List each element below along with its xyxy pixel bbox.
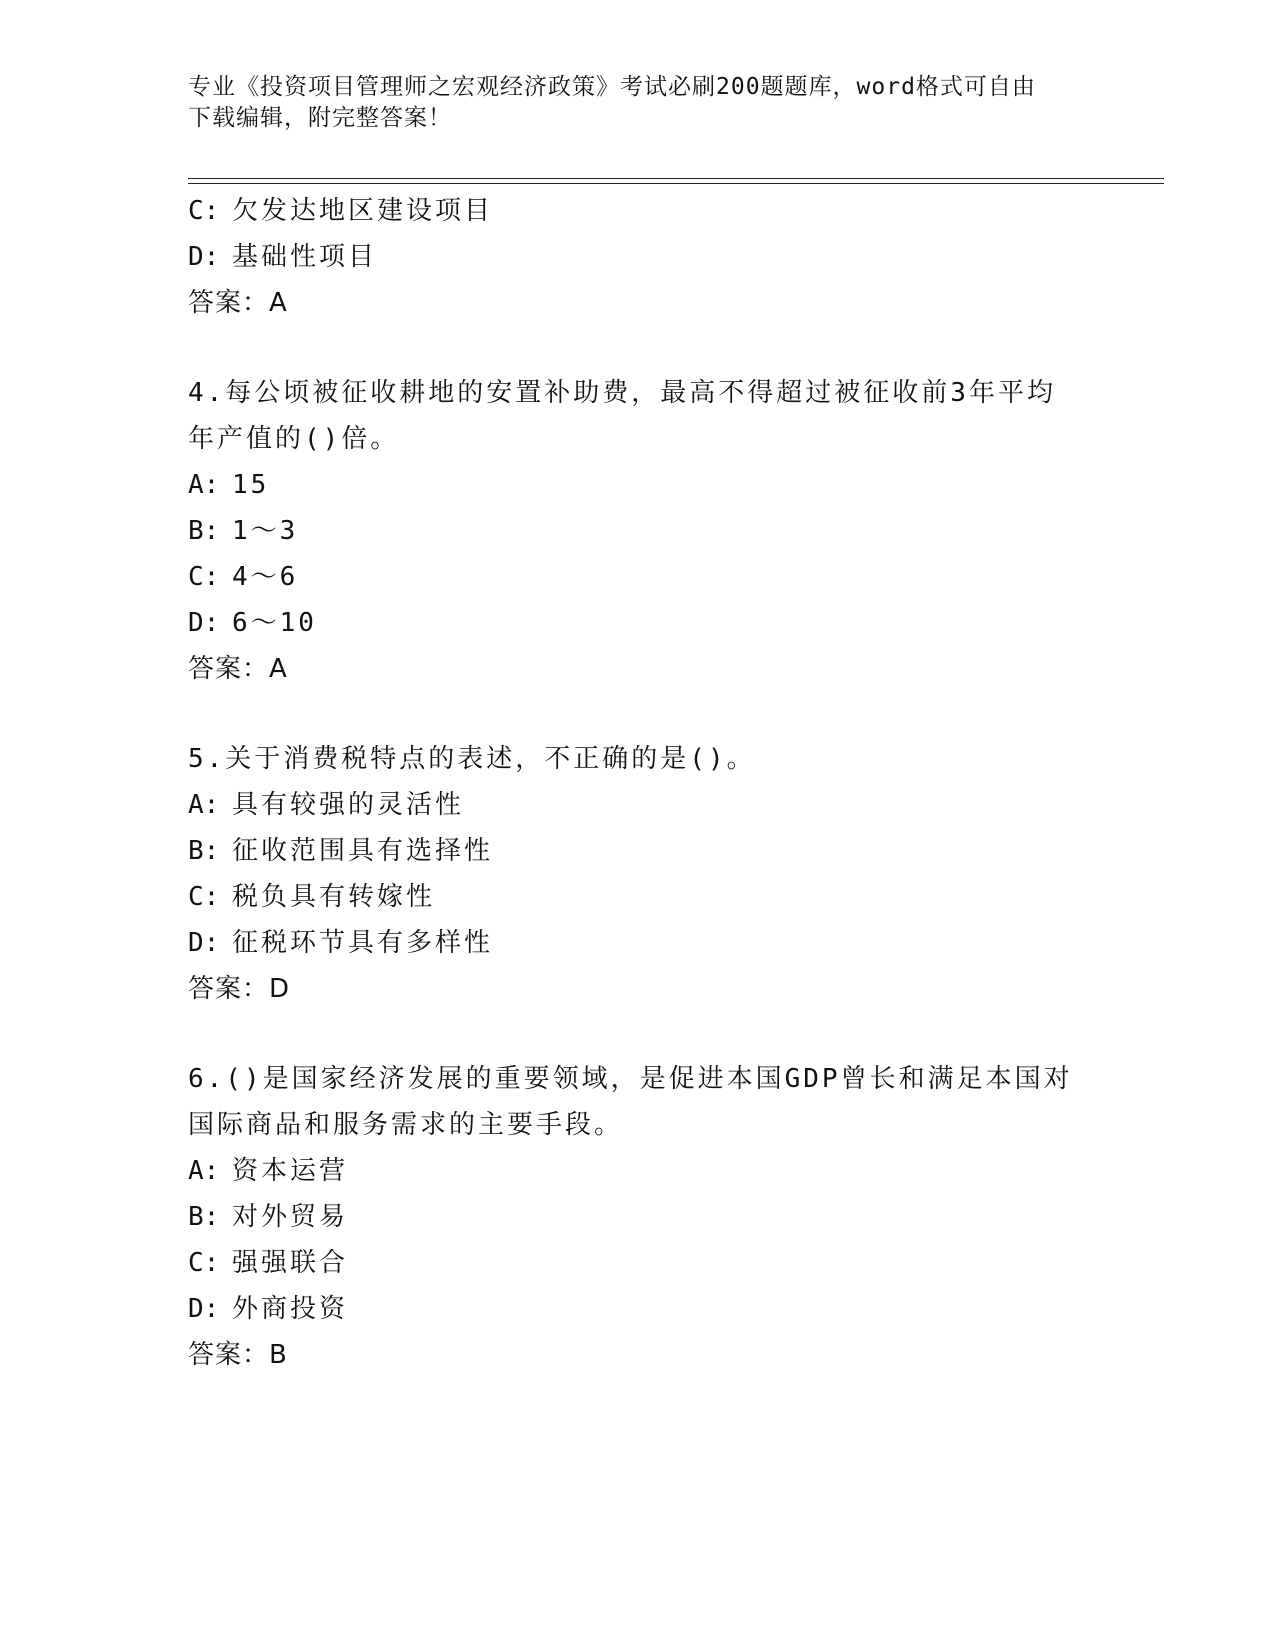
option-text: 基础性项目 [232,242,378,272]
question-stem [188,736,1088,782]
answer-line: 答案：B [188,1340,288,1370]
option-b [188,1194,1088,1240]
question-6 [188,1056,1088,1378]
option-a [188,1148,1088,1194]
question-stem-line-2: 年产值的()倍。 [188,424,400,454]
option-b [188,508,1088,554]
option-text: 4～6 [232,562,299,592]
question-gap [188,692,1088,736]
option-text: 征税环节具有多样性 [232,928,494,958]
answer-line: 答案：A [188,654,288,684]
option-d [188,600,1088,646]
option-letter: D: [188,242,220,272]
document-header [188,72,1088,134]
option-text: 6～10 [232,608,317,638]
question-list [188,188,1088,1378]
question-4 [188,370,1088,692]
option-letter: D: [188,1294,220,1324]
option-c [188,1240,1088,1286]
option-letter: C: [188,196,220,226]
option-d [188,920,1088,966]
header-rule-bottom [188,183,1164,184]
question-stem [188,1056,1088,1148]
option-letter: C: [188,562,220,592]
option-letter: D: [188,928,220,958]
option-c [188,874,1088,920]
question-gap [188,326,1088,370]
option-a [188,462,1088,508]
option-text: 具有较强的灵活性 [232,790,465,820]
answer-line: 答案：D [188,974,291,1004]
option-d [188,234,1088,280]
question-stem-line-1: 5.关于消费税特点的表述，不正确的是()。 [188,744,756,774]
question-stem-line-2: 国际商品和服务需求的主要手段。 [188,1110,624,1140]
option-letter: B: [188,836,220,866]
question-5 [188,736,1088,1012]
option-text: 对外贸易 [232,1202,349,1232]
option-letter: B: [188,1202,220,1232]
header-rule-top [188,178,1164,179]
answer-line: 答案：A [188,288,288,318]
option-letter: B: [188,516,220,546]
option-letter: A: [188,790,220,820]
option-text: 1～3 [232,516,299,546]
option-b [188,828,1088,874]
option-text: 征收范围具有选择性 [232,836,494,866]
option-a [188,782,1088,828]
option-d [188,1286,1088,1332]
option-letter: A: [188,470,220,500]
option-text: 15 [232,470,270,500]
question-stem [188,370,1088,462]
header-line-2: 下载编辑，附完整答案！ [188,105,452,131]
option-letter: D: [188,608,220,638]
option-text: 强强联合 [232,1248,349,1278]
option-text: 欠发达地区建设项目 [232,196,494,226]
option-letter: A: [188,1156,220,1186]
question-3-continued [188,188,1088,326]
option-c [188,554,1088,600]
question-stem-line-1: 4.每公顷被征收耕地的安置补助费，最高不得超过被征收前3年平均 [188,378,1056,408]
option-text: 外商投资 [232,1294,349,1324]
option-letter: C: [188,882,220,912]
option-c [188,188,1088,234]
header-line-1: 专业《投资项目管理师之宏观经济政策》考试必刷200题题库，word格式可自由 [188,74,1036,100]
option-text: 税负具有转嫁性 [232,882,436,912]
question-stem-line-1: 6.()是国家经济发展的重要领域，是促进本国GDP曾长和满足本国对 [188,1064,1073,1094]
question-gap [188,1012,1088,1056]
option-text: 资本运营 [232,1156,349,1186]
option-letter: C: [188,1248,220,1278]
